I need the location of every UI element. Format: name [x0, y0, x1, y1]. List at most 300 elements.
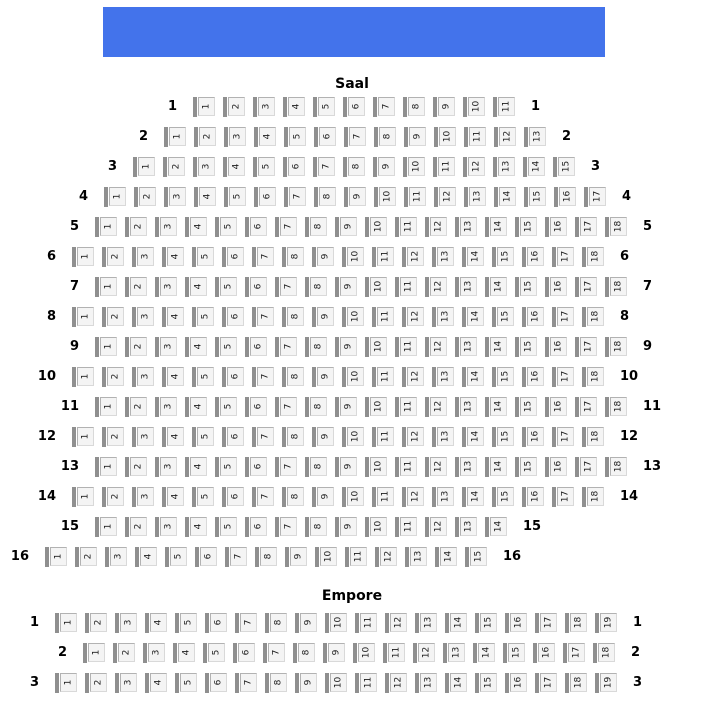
seat[interactable] — [104, 187, 126, 207]
seat[interactable] — [145, 613, 167, 633]
seat[interactable] — [372, 427, 394, 447]
seat[interactable] — [425, 337, 447, 357]
seat[interactable] — [464, 187, 486, 207]
seat[interactable] — [485, 277, 507, 297]
seat[interactable] — [275, 337, 297, 357]
seat[interactable] — [72, 247, 94, 267]
seat[interactable] — [305, 277, 327, 297]
seat[interactable] — [582, 427, 604, 447]
seat[interactable] — [252, 487, 274, 507]
seat[interactable] — [374, 187, 396, 207]
seat[interactable] — [505, 673, 527, 693]
seat[interactable] — [395, 337, 417, 357]
seat[interactable] — [155, 337, 177, 357]
seat[interactable] — [485, 217, 507, 237]
seat[interactable] — [553, 157, 575, 177]
seat[interactable] — [313, 97, 335, 117]
seat[interactable] — [175, 613, 197, 633]
seat[interactable] — [595, 673, 617, 693]
seat[interactable] — [402, 307, 424, 327]
seat[interactable] — [95, 277, 117, 297]
seat[interactable] — [383, 643, 405, 663]
seat[interactable] — [462, 307, 484, 327]
seat[interactable] — [575, 277, 597, 297]
seat[interactable] — [265, 613, 287, 633]
seat[interactable] — [365, 217, 387, 237]
seat[interactable] — [193, 157, 215, 177]
seat[interactable] — [282, 367, 304, 387]
seat[interactable] — [132, 487, 154, 507]
seat[interactable] — [215, 277, 237, 297]
seat[interactable] — [162, 247, 184, 267]
seat[interactable] — [102, 247, 124, 267]
seat[interactable] — [342, 487, 364, 507]
seat[interactable] — [575, 457, 597, 477]
seat[interactable] — [535, 613, 557, 633]
seat[interactable] — [95, 517, 117, 537]
seat[interactable] — [443, 643, 465, 663]
seat[interactable] — [515, 217, 537, 237]
seat[interactable] — [195, 547, 217, 567]
seat[interactable] — [215, 397, 237, 417]
seat[interactable] — [222, 247, 244, 267]
seat[interactable] — [143, 643, 165, 663]
seat[interactable] — [565, 613, 587, 633]
seat[interactable] — [255, 547, 277, 567]
seat[interactable] — [605, 277, 627, 297]
seat[interactable] — [485, 517, 507, 537]
seat[interactable] — [245, 337, 267, 357]
seat[interactable] — [552, 307, 574, 327]
seat[interactable] — [582, 367, 604, 387]
seat[interactable] — [185, 397, 207, 417]
seat[interactable] — [275, 517, 297, 537]
seat[interactable] — [312, 367, 334, 387]
seat[interactable] — [205, 673, 227, 693]
seat[interactable] — [523, 157, 545, 177]
seat[interactable] — [345, 547, 367, 567]
seat[interactable] — [434, 187, 456, 207]
seat[interactable] — [162, 367, 184, 387]
seat[interactable] — [185, 517, 207, 537]
seat[interactable] — [283, 157, 305, 177]
seat[interactable] — [455, 517, 477, 537]
seat[interactable] — [425, 217, 447, 237]
seat[interactable] — [503, 643, 525, 663]
seat[interactable] — [395, 457, 417, 477]
seat[interactable] — [132, 307, 154, 327]
seat[interactable] — [125, 277, 147, 297]
seat[interactable] — [395, 517, 417, 537]
seat[interactable] — [493, 97, 515, 117]
seat[interactable] — [433, 157, 455, 177]
seat[interactable] — [432, 367, 454, 387]
seat[interactable] — [162, 487, 184, 507]
seat[interactable] — [374, 127, 396, 147]
seat[interactable] — [155, 217, 177, 237]
seat[interactable] — [313, 157, 335, 177]
seat[interactable] — [85, 613, 107, 633]
seat[interactable] — [344, 187, 366, 207]
seat[interactable] — [102, 367, 124, 387]
seat[interactable] — [224, 127, 246, 147]
seat[interactable] — [552, 247, 574, 267]
seat[interactable] — [284, 187, 306, 207]
seat[interactable] — [445, 673, 467, 693]
seat[interactable] — [462, 247, 484, 267]
seat[interactable] — [335, 517, 357, 537]
seat[interactable] — [282, 307, 304, 327]
seat[interactable] — [494, 187, 516, 207]
seat[interactable] — [192, 367, 214, 387]
seat[interactable] — [45, 547, 67, 567]
seat[interactable] — [552, 367, 574, 387]
seat[interactable] — [343, 97, 365, 117]
seat[interactable] — [223, 157, 245, 177]
seat[interactable] — [162, 307, 184, 327]
seat[interactable] — [72, 487, 94, 507]
seat[interactable] — [155, 457, 177, 477]
seat[interactable] — [72, 427, 94, 447]
seat[interactable] — [125, 457, 147, 477]
seat[interactable] — [115, 613, 137, 633]
seat[interactable] — [215, 337, 237, 357]
seat[interactable] — [545, 337, 567, 357]
seat[interactable] — [425, 277, 447, 297]
seat[interactable] — [282, 487, 304, 507]
seat[interactable] — [222, 367, 244, 387]
seat[interactable] — [225, 547, 247, 567]
seat[interactable] — [582, 307, 604, 327]
seat[interactable] — [395, 277, 417, 297]
seat[interactable] — [515, 397, 537, 417]
seat[interactable] — [355, 613, 377, 633]
seat[interactable] — [95, 457, 117, 477]
seat[interactable] — [563, 643, 585, 663]
seat[interactable] — [455, 457, 477, 477]
seat[interactable] — [485, 457, 507, 477]
seat[interactable] — [192, 247, 214, 267]
seat[interactable] — [493, 157, 515, 177]
seat[interactable] — [552, 487, 574, 507]
seat[interactable] — [95, 337, 117, 357]
seat[interactable] — [584, 187, 606, 207]
seat[interactable] — [492, 487, 514, 507]
seat[interactable] — [265, 673, 287, 693]
seat[interactable] — [335, 277, 357, 297]
seat[interactable] — [342, 367, 364, 387]
seat[interactable] — [425, 457, 447, 477]
seat[interactable] — [252, 367, 274, 387]
seat[interactable] — [375, 547, 397, 567]
seat[interactable] — [155, 397, 177, 417]
seat[interactable] — [194, 127, 216, 147]
seat[interactable] — [515, 277, 537, 297]
seat[interactable] — [315, 547, 337, 567]
seat[interactable] — [132, 247, 154, 267]
seat[interactable] — [373, 97, 395, 117]
seat[interactable] — [533, 643, 555, 663]
seat[interactable] — [133, 157, 155, 177]
seat[interactable] — [113, 643, 135, 663]
seat[interactable] — [463, 157, 485, 177]
seat[interactable] — [215, 217, 237, 237]
seat[interactable] — [125, 337, 147, 357]
seat[interactable] — [575, 217, 597, 237]
seat[interactable] — [395, 217, 417, 237]
seat[interactable] — [462, 367, 484, 387]
seat[interactable] — [545, 217, 567, 237]
seat[interactable] — [293, 643, 315, 663]
seat[interactable] — [125, 217, 147, 237]
seat[interactable] — [323, 643, 345, 663]
seat[interactable] — [425, 397, 447, 417]
seat[interactable] — [335, 457, 357, 477]
seat[interactable] — [524, 187, 546, 207]
seat[interactable] — [432, 247, 454, 267]
seat[interactable] — [132, 367, 154, 387]
seat[interactable] — [235, 613, 257, 633]
seat[interactable] — [492, 247, 514, 267]
seat[interactable] — [254, 127, 276, 147]
seat[interactable] — [515, 457, 537, 477]
seat[interactable] — [245, 457, 267, 477]
seat[interactable] — [222, 427, 244, 447]
seat[interactable] — [55, 613, 77, 633]
seat[interactable] — [342, 247, 364, 267]
seat[interactable] — [305, 457, 327, 477]
seat[interactable] — [55, 673, 77, 693]
seat[interactable] — [415, 673, 437, 693]
seat[interactable] — [432, 427, 454, 447]
seat[interactable] — [222, 487, 244, 507]
seat[interactable] — [552, 427, 574, 447]
seat[interactable] — [425, 517, 447, 537]
seat[interactable] — [125, 517, 147, 537]
seat[interactable] — [164, 187, 186, 207]
seat[interactable] — [194, 187, 216, 207]
seat[interactable] — [215, 457, 237, 477]
seat[interactable] — [134, 187, 156, 207]
seat[interactable] — [282, 247, 304, 267]
seat[interactable] — [155, 277, 177, 297]
seat[interactable] — [305, 517, 327, 537]
seat[interactable] — [344, 127, 366, 147]
seat[interactable] — [545, 277, 567, 297]
seat[interactable] — [312, 427, 334, 447]
seat[interactable] — [72, 367, 94, 387]
seat[interactable] — [185, 337, 207, 357]
seat[interactable] — [395, 397, 417, 417]
seat[interactable] — [205, 613, 227, 633]
seat[interactable] — [365, 517, 387, 537]
seat[interactable] — [372, 307, 394, 327]
seat[interactable] — [373, 157, 395, 177]
seat[interactable] — [432, 307, 454, 327]
seat[interactable] — [404, 187, 426, 207]
seat[interactable] — [275, 217, 297, 237]
seat[interactable] — [582, 487, 604, 507]
seat[interactable] — [305, 217, 327, 237]
seat[interactable] — [185, 457, 207, 477]
seat[interactable] — [413, 643, 435, 663]
seat[interactable] — [335, 337, 357, 357]
seat[interactable] — [522, 427, 544, 447]
seat[interactable] — [405, 547, 427, 567]
seat[interactable] — [535, 673, 557, 693]
seat[interactable] — [402, 487, 424, 507]
seat[interactable] — [175, 673, 197, 693]
seat[interactable] — [365, 397, 387, 417]
seat[interactable] — [342, 307, 364, 327]
seat[interactable] — [325, 613, 347, 633]
seat[interactable] — [475, 673, 497, 693]
seat[interactable] — [432, 487, 454, 507]
seat[interactable] — [263, 643, 285, 663]
seat[interactable] — [155, 517, 177, 537]
seat[interactable] — [455, 217, 477, 237]
seat[interactable] — [295, 673, 317, 693]
seat[interactable] — [365, 337, 387, 357]
seat[interactable] — [283, 97, 305, 117]
seat[interactable] — [222, 307, 244, 327]
seat[interactable] — [192, 307, 214, 327]
seat[interactable] — [385, 673, 407, 693]
seat[interactable] — [102, 487, 124, 507]
seat[interactable] — [575, 397, 597, 417]
seat[interactable] — [85, 673, 107, 693]
seat[interactable] — [485, 337, 507, 357]
seat[interactable] — [403, 157, 425, 177]
seat[interactable] — [72, 307, 94, 327]
seat[interactable] — [135, 547, 157, 567]
seat[interactable] — [245, 397, 267, 417]
seat[interactable] — [605, 217, 627, 237]
seat[interactable] — [245, 517, 267, 537]
seat[interactable] — [125, 397, 147, 417]
seat[interactable] — [522, 367, 544, 387]
seat[interactable] — [545, 397, 567, 417]
seat[interactable] — [455, 277, 477, 297]
seat[interactable] — [455, 397, 477, 417]
seat[interactable] — [335, 217, 357, 237]
seat[interactable] — [524, 127, 546, 147]
seat[interactable] — [164, 127, 186, 147]
seat[interactable] — [402, 427, 424, 447]
seat[interactable] — [312, 307, 334, 327]
seat[interactable] — [235, 673, 257, 693]
seat[interactable] — [434, 127, 456, 147]
seat[interactable] — [465, 547, 487, 567]
seat[interactable] — [325, 673, 347, 693]
seat[interactable] — [224, 187, 246, 207]
seat[interactable] — [565, 673, 587, 693]
seat[interactable] — [192, 427, 214, 447]
seat[interactable] — [365, 277, 387, 297]
seat[interactable] — [312, 487, 334, 507]
seat[interactable] — [312, 247, 334, 267]
seat[interactable] — [163, 157, 185, 177]
seat[interactable] — [275, 397, 297, 417]
seat[interactable] — [402, 247, 424, 267]
seat[interactable] — [245, 277, 267, 297]
seat[interactable] — [385, 613, 407, 633]
seat[interactable] — [605, 397, 627, 417]
seat[interactable] — [162, 427, 184, 447]
seat[interactable] — [193, 97, 215, 117]
seat[interactable] — [402, 367, 424, 387]
seat[interactable] — [404, 127, 426, 147]
seat[interactable] — [435, 547, 457, 567]
seat[interactable] — [223, 97, 245, 117]
seat[interactable] — [115, 673, 137, 693]
seat[interactable] — [522, 247, 544, 267]
seat[interactable] — [492, 427, 514, 447]
seat[interactable] — [372, 487, 394, 507]
seat[interactable] — [403, 97, 425, 117]
seat[interactable] — [253, 97, 275, 117]
seat[interactable] — [254, 187, 276, 207]
seat[interactable] — [522, 487, 544, 507]
seat[interactable] — [132, 427, 154, 447]
seat[interactable] — [75, 547, 97, 567]
seat[interactable] — [593, 643, 615, 663]
seat[interactable] — [192, 487, 214, 507]
seat[interactable] — [605, 457, 627, 477]
seat[interactable] — [522, 307, 544, 327]
seat[interactable] — [595, 613, 617, 633]
seat[interactable] — [284, 127, 306, 147]
seat[interactable] — [335, 397, 357, 417]
seat[interactable] — [353, 643, 375, 663]
seat[interactable] — [83, 643, 105, 663]
seat[interactable] — [415, 613, 437, 633]
seat[interactable] — [445, 613, 467, 633]
seat[interactable] — [95, 397, 117, 417]
seat[interactable] — [342, 427, 364, 447]
seat[interactable] — [275, 457, 297, 477]
seat[interactable] — [252, 427, 274, 447]
seat[interactable] — [295, 613, 317, 633]
seat[interactable] — [475, 613, 497, 633]
seat[interactable] — [314, 127, 336, 147]
seat[interactable] — [492, 367, 514, 387]
seat[interactable] — [173, 643, 195, 663]
seat[interactable] — [575, 337, 597, 357]
seat[interactable] — [203, 643, 225, 663]
seat[interactable] — [145, 673, 167, 693]
seat[interactable] — [105, 547, 127, 567]
seat[interactable] — [494, 127, 516, 147]
seat[interactable] — [245, 217, 267, 237]
seat[interactable] — [185, 217, 207, 237]
seat[interactable] — [95, 217, 117, 237]
seat[interactable] — [515, 337, 537, 357]
seat[interactable] — [343, 157, 365, 177]
seat[interactable] — [252, 307, 274, 327]
seat[interactable] — [554, 187, 576, 207]
seat[interactable] — [102, 427, 124, 447]
seat[interactable] — [233, 643, 255, 663]
seat[interactable] — [252, 247, 274, 267]
seat[interactable] — [455, 337, 477, 357]
seat[interactable] — [275, 277, 297, 297]
seat[interactable] — [545, 457, 567, 477]
seat[interactable] — [463, 97, 485, 117]
seat[interactable] — [462, 427, 484, 447]
seat[interactable] — [305, 337, 327, 357]
seat[interactable] — [253, 157, 275, 177]
